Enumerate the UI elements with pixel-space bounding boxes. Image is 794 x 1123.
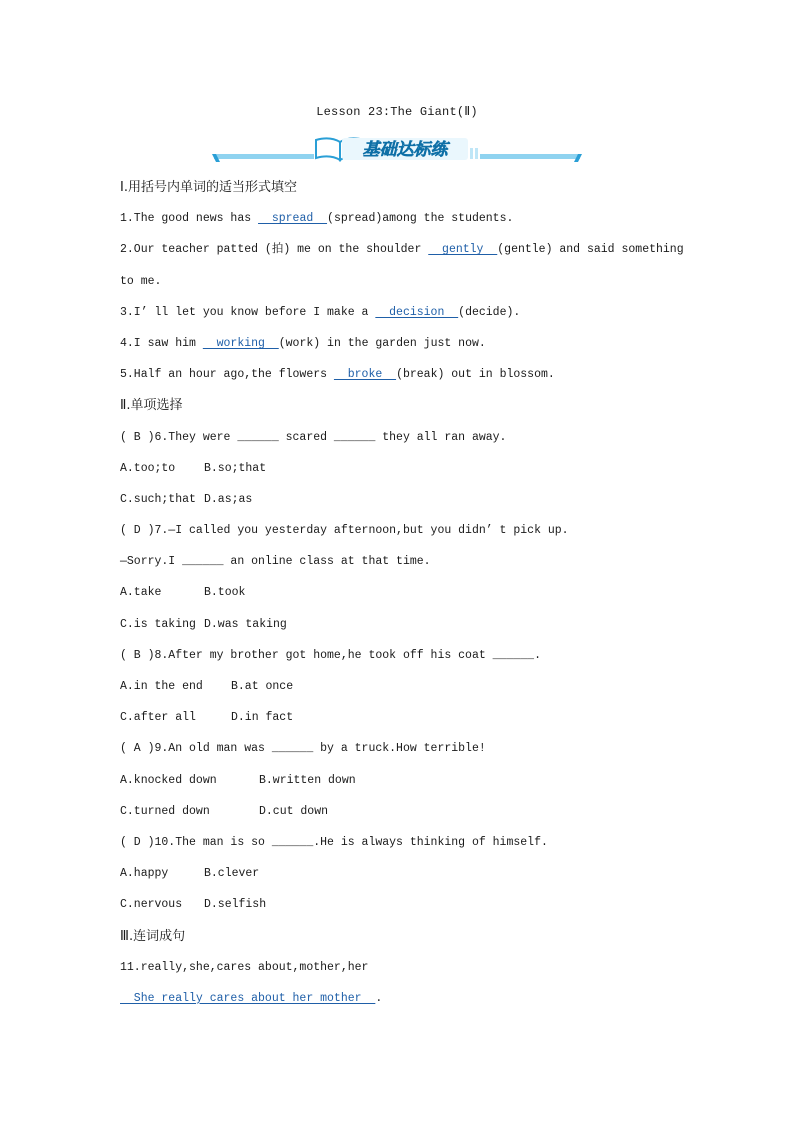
question-6: ( B )6.They were ______ scared ______ they all ran away. <box>120 430 507 444</box>
page-title: Lesson 23:The Giant(Ⅱ) <box>316 105 478 119</box>
option-7a: A.take <box>120 586 162 600</box>
option-6d: D.as;as <box>204 492 253 506</box>
answer-11-line: She really cares about her mother . <box>120 991 383 1005</box>
section2-heading: Ⅱ.单项选择 <box>120 398 183 414</box>
answer-11: She really cares about her mother <box>120 991 376 1005</box>
options-8-ab <box>120 671 720 702</box>
option-8c: C.after all <box>120 711 196 725</box>
question-7: ( D )7.—I called you yesterday afternoon,but you didn’ t pick up. <box>120 524 569 538</box>
option-9a: A.knocked down <box>120 773 217 787</box>
answer-3: decision <box>375 305 459 319</box>
question-11: 11.really,she,cares about,mother,her <box>120 960 369 974</box>
section3-heading: Ⅲ.连词成句 <box>120 928 186 944</box>
question-7-reply: —Sorry.I ______ an online class at that time. <box>120 555 431 569</box>
question-8: ( B )8.After my brother got home,he took off his coat ______. <box>120 648 541 662</box>
banner-label: 基础达标练 <box>362 140 448 160</box>
option-8d: D.in fact <box>231 711 294 725</box>
question-10: ( D )10.The man is so ______.He is always thinking of himself. <box>120 835 548 849</box>
option-8a: A.in the end <box>120 680 203 693</box>
banner-bar-right <box>480 154 580 159</box>
option-6a: A.too;to <box>120 461 176 475</box>
question-5: 5.Half an hour ago,the flowers broke (break) out in blossom. <box>120 368 555 382</box>
options-7-cd <box>120 609 720 640</box>
option-10b: B.clever <box>204 867 260 881</box>
answer-4: working <box>202 336 279 350</box>
option-10c: C.nervous <box>120 898 183 912</box>
question-2-continued: to me. <box>120 274 162 288</box>
options-7-ab <box>120 577 720 608</box>
option-6b: B.so;that <box>204 461 267 475</box>
question-1: 1.The good news has spread (spread)among the students. <box>120 212 514 226</box>
worksheet-body <box>120 172 720 1014</box>
options-9-cd <box>120 796 720 827</box>
options-9-ab <box>120 765 720 796</box>
options-10-ab <box>120 858 720 889</box>
question-9: ( A )9.An old man was ______ by a truck.How terrible! <box>120 742 486 756</box>
option-7d: D.was taking <box>204 617 287 631</box>
section-banner <box>212 134 582 164</box>
banner-bar-left <box>214 154 314 159</box>
option-9b: B.written down <box>259 773 356 787</box>
options-6-ab <box>120 453 720 484</box>
option-9c: C.turned down <box>120 804 210 818</box>
answer-1: spread <box>258 212 328 226</box>
option-9d: D.cut down <box>259 804 329 818</box>
option-8b: B.at once <box>231 680 294 693</box>
section1-heading: Ⅰ.用括号内单词的适当形式填空 <box>120 180 297 195</box>
options-6-cd <box>120 484 720 515</box>
options-8-cd <box>120 702 720 733</box>
options-10-cd <box>120 889 720 920</box>
option-7c: C.is taking <box>120 617 196 631</box>
option-6c: C.such;that <box>120 492 196 506</box>
option-10a: A.happy <box>120 867 169 881</box>
answer-5: broke <box>333 368 397 382</box>
question-4: 4.I saw him working (work) in the garden just now. <box>120 336 486 350</box>
answer-2: gently <box>428 243 498 257</box>
option-10d: D.selfish <box>204 898 267 912</box>
question-3: 3.I’ ll let you know before I make a decision (decide). <box>120 305 521 319</box>
question-2: 2.Our teacher patted (拍) me on the shoulder gently (gentle) and said something <box>120 243 684 257</box>
option-7b: B.took <box>204 586 246 600</box>
banner-stripes <box>470 148 478 159</box>
